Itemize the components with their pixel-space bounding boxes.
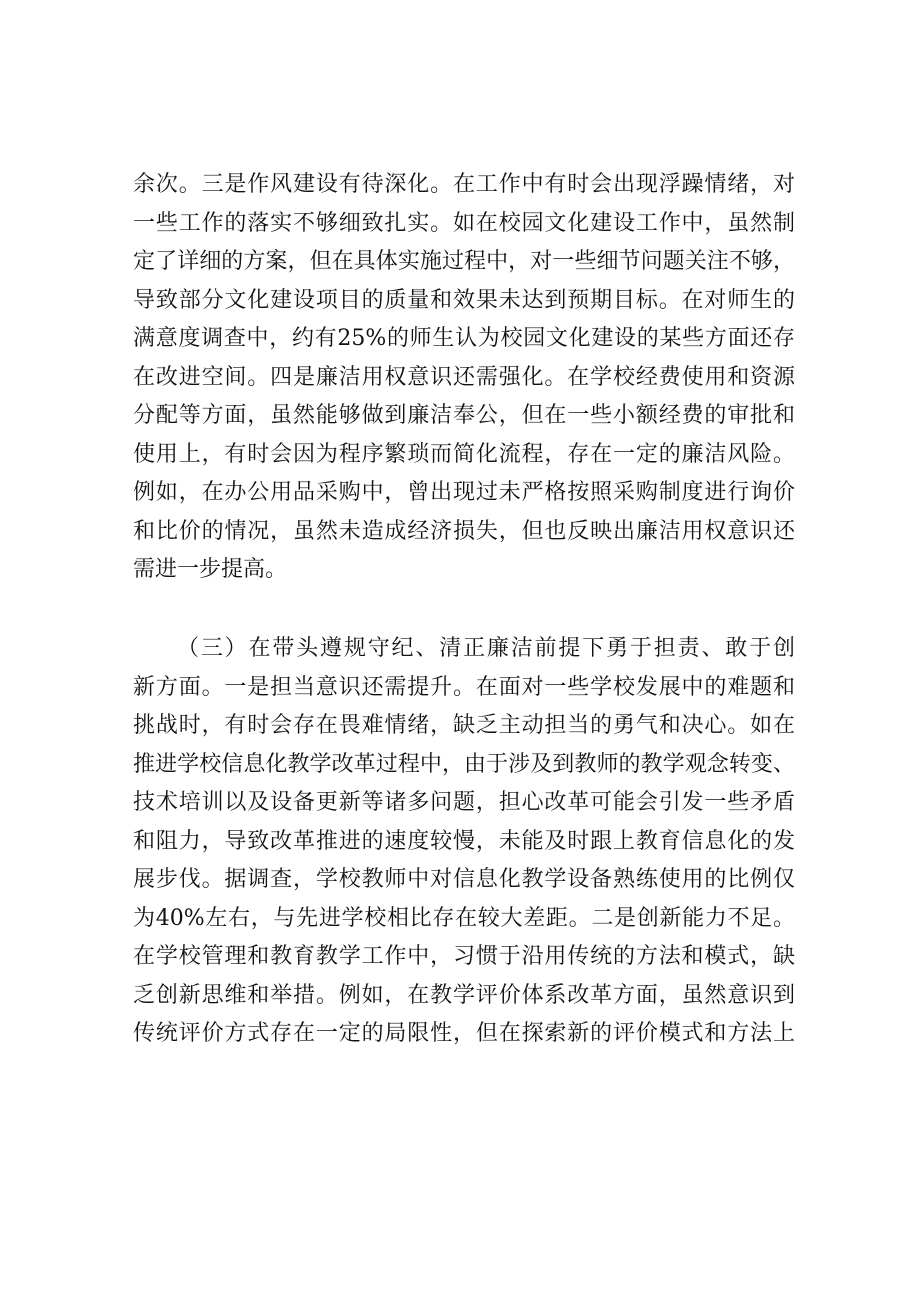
text-line: 例如，在办公用品采购中，曾出现过未严格按照采购制度进行询价 (133, 480, 795, 505)
text-line: 挑战时，有时会存在畏难情绪，缺乏主动担当的勇气和决心。如在 (133, 713, 795, 738)
text-line: 新方面。一是担当意识还需提升。在面对一些学校发展中的难题和 (133, 674, 795, 700)
text-line: 导致部分文化建设项目的质量和效果未达到预期目标。在对师生的 (133, 287, 795, 313)
text-line: 需进一步提高。 (133, 557, 288, 582)
text-line: 分配等方面，虽然能够做到廉洁奉公，但在一些小额经费的审批和 (133, 403, 795, 428)
text-line: 满意度调查中，约有25%的师生认为校园文化建设的某些方面还存 (133, 326, 795, 351)
text-line: 余次。三是作风建设有待深化。在工作中有时会出现浮躁情绪，对 (133, 172, 795, 197)
paragraph-1 (133, 166, 795, 590)
text-line: 乏创新思维和举措。例如，在教学评价体系改革方面，虽然意识到 (133, 982, 795, 1008)
text-line: 在学校管理和教育教学工作中，习惯于沿用传统的方法和模式，缺 (133, 944, 795, 969)
text-line: 传统评价方式存在一定的局限性，但在探索新的评价模式和方法上 (133, 1021, 795, 1046)
text-line: 和阻力，导致改革推进的速度较慢，未能及时跟上教育信息化的发 (133, 828, 795, 854)
text-line: 在改进空间。四是廉洁用权意识还需强化。在学校经费使用和资源 (133, 364, 795, 390)
text-line: （三）在带头遵规守纪、清正廉洁前提下勇于担责、敢于创 (177, 636, 795, 661)
text-line: 和比价的情况，虽然未造成经济损失，但也反映出廉洁用权意识还 (133, 518, 795, 544)
paragraph-2 (133, 630, 795, 1054)
text-line: 推进学校信息化教学改革过程中，由于涉及到教师的教学观念转变、 (133, 751, 795, 777)
text-line: 技术培训以及设备更新等诸多问题，担心改革可能会引发一些矛盾 (133, 790, 795, 815)
text-line: 使用上，有时会因为程序繁琐而简化流程，存在一定的廉洁风险。 (133, 441, 795, 467)
text-line: 一些工作的落实不够细致扎实。如在校园文化建设工作中，虽然制 (133, 210, 795, 236)
text-line: 展步伐。据调查，学校教师中对信息化教学设备熟练使用的比例仅 (133, 867, 795, 892)
text-line: 为40%左右，与先进学校相比存在较大差距。二是创新能力不足。 (133, 905, 795, 931)
text-line: 定了详细的方案，但在具体实施过程中，对一些细节问题关注不够， (133, 249, 795, 274)
